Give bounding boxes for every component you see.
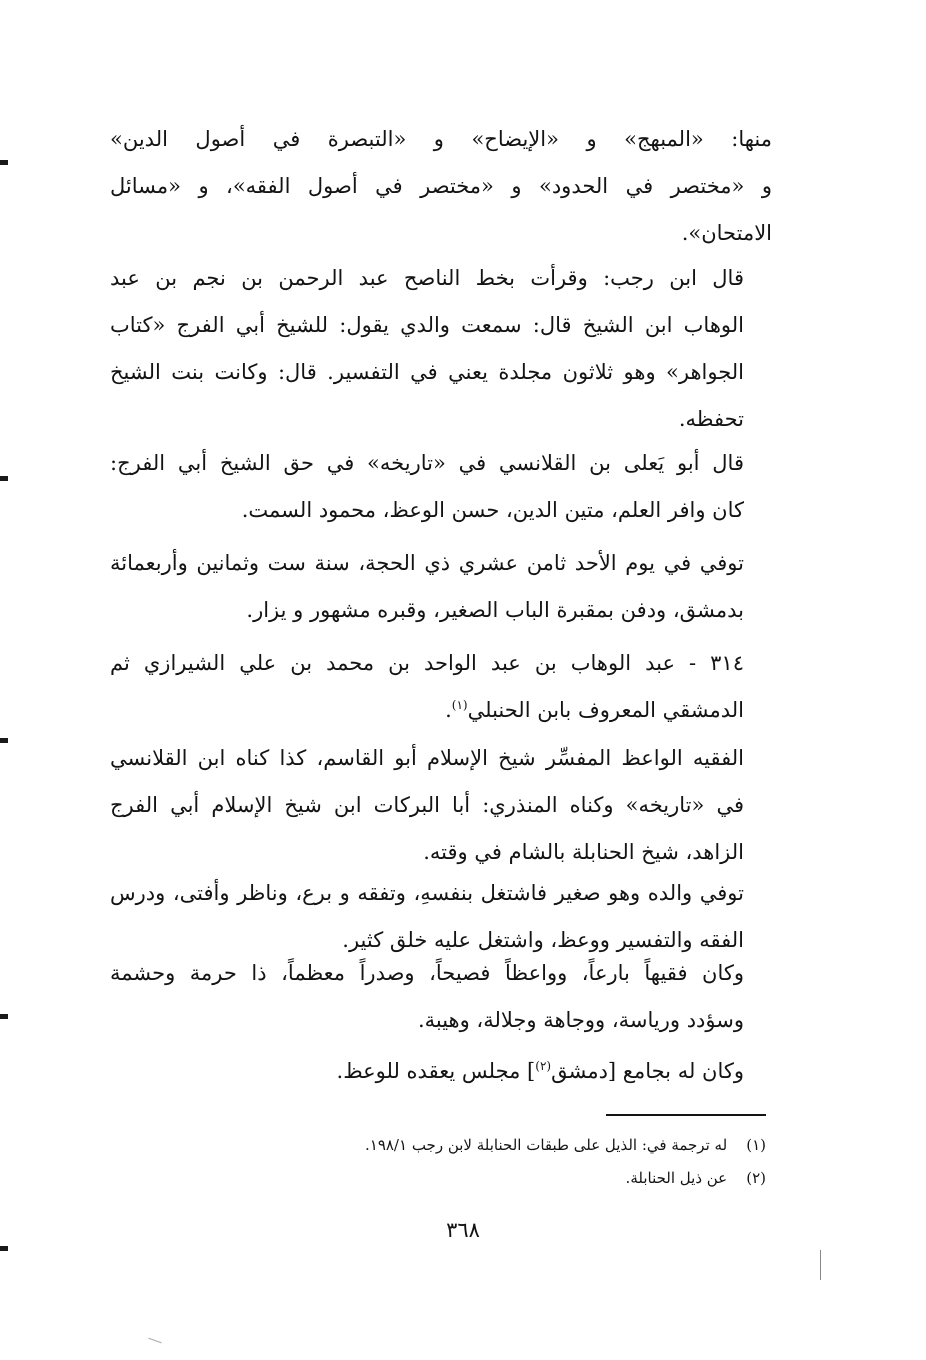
entry-name: الدمشقي المعروف بابن الحنبلي — [467, 698, 744, 722]
scan-speck — [148, 1338, 161, 1344]
text-line: توفي في يوم الأحد ثامن عشري ذي الحجة، سنة ست وثمانين وأربعمائة — [110, 551, 744, 575]
text-line: الجواهر» وهو ثلاثون مجلدة يعني في التفسير. قال: وكانت بنت الشيخ — [110, 360, 744, 384]
footnote-1 — [230, 1130, 766, 1160]
text-line: تحفظه. — [678, 407, 744, 431]
text-line: الفقيه الواعظ المفسِّر شيخ الإسلام أبو القاسم، كذا كناه ابن القلانسي — [110, 746, 744, 770]
sentence-end: . — [445, 698, 452, 722]
footnote-2 — [230, 1163, 766, 1193]
text-line: الوهاب ابن الشيخ قال: سمعت والدي يقول: للشيخ أبي الفرج «كتاب — [110, 313, 744, 337]
entry-heading-314 — [110, 640, 772, 734]
paragraph-titles — [110, 735, 772, 876]
text-line: وكان فقيهاً بارعاً، وواعظاً فصيحاً، وصدراً معظماً، ذا حرمة وحشمة — [110, 961, 744, 985]
page-number: ٣٦٨ — [446, 1218, 480, 1242]
paragraph-majlis — [110, 1048, 772, 1095]
paragraph-ibn-rajab — [110, 255, 772, 443]
text-line: و «مختصر في الحدود» و «مختصر في أصول الفقه»، و «مسائل — [110, 174, 772, 198]
scan-edge-mark — [0, 160, 8, 165]
footnote-ref-1: (١) — [451, 698, 468, 712]
scan-edge-mark — [0, 1014, 8, 1019]
footnote-separator — [606, 1114, 766, 1116]
text-segment: ] مجلس يعقده للوعظ. — [336, 1059, 536, 1083]
text-line: في «تاريخه» وكناه المنذري: أبا البركات ابن شيخ الإسلام أبي الفرج — [110, 793, 744, 817]
footnote-text: له ترجمة في: الذيل على طبقات الحنابلة لابن رجب ١٩٨/١. — [364, 1136, 728, 1154]
scan-speck — [820, 1250, 821, 1280]
text-line: الزاهد، شيخ الحنابلة بالشام في وقته. — [423, 840, 744, 864]
text-line — [110, 1048, 772, 1095]
text-line: توفي والده وهو صغير فاشتغل بنفسهِ، وتفقه و برع، وناظر وأفتى، ودرس — [110, 881, 744, 905]
text-line: كان وافر العلم، متين الدين، حسن الوعظ، محمود السمت. — [241, 498, 744, 522]
scan-edge-mark — [0, 1246, 8, 1251]
footnote-text: عن ذيل الحنابلة. — [625, 1169, 728, 1187]
paragraph-works-list — [110, 116, 772, 257]
scan-edge-mark — [0, 738, 8, 743]
text-line: الامتحان». — [681, 221, 772, 245]
text-line: ٣١٤ - عبد الوهاب بن عبد الواحد بن محمد بن علي الشيرازي ثم — [110, 651, 744, 675]
text-line: الفقه والتفسير ووعظ، واشتغل عليه خلق كثير. — [342, 928, 744, 952]
paragraph-death-date — [110, 540, 772, 634]
footnote-number: (١) — [746, 1136, 766, 1154]
scan-edge-mark — [0, 476, 8, 481]
text-line: وسؤدد ورياسة، ووجاهة وجلالة، وهيبة. — [417, 1008, 744, 1032]
text-line: قال أبو يَعلى بن القلانسي في «تاريخه» في حق الشيخ أبي الفرج: — [110, 451, 744, 475]
text-line: قال ابن رجب: وقرأت بخط الناصح عبد الرحمن بن نجم بن عبد — [110, 266, 744, 290]
text-line — [110, 687, 772, 734]
text-segment: وكان له بجامع [دمشق — [551, 1059, 744, 1083]
paragraph-ibn-al-qalanisi — [110, 440, 772, 534]
footnote-number: (٢) — [746, 1169, 766, 1187]
paragraph-description — [110, 950, 772, 1044]
text-line: منها: «المبهج» و «الإيضاح» و «التبصرة في أصول الدين» — [110, 127, 772, 151]
footnote-ref-2: (٢) — [535, 1059, 552, 1073]
text-line: بدمشق، ودفن بمقبرة الباب الصغير، وقبره مشهور و يزار. — [246, 598, 744, 622]
